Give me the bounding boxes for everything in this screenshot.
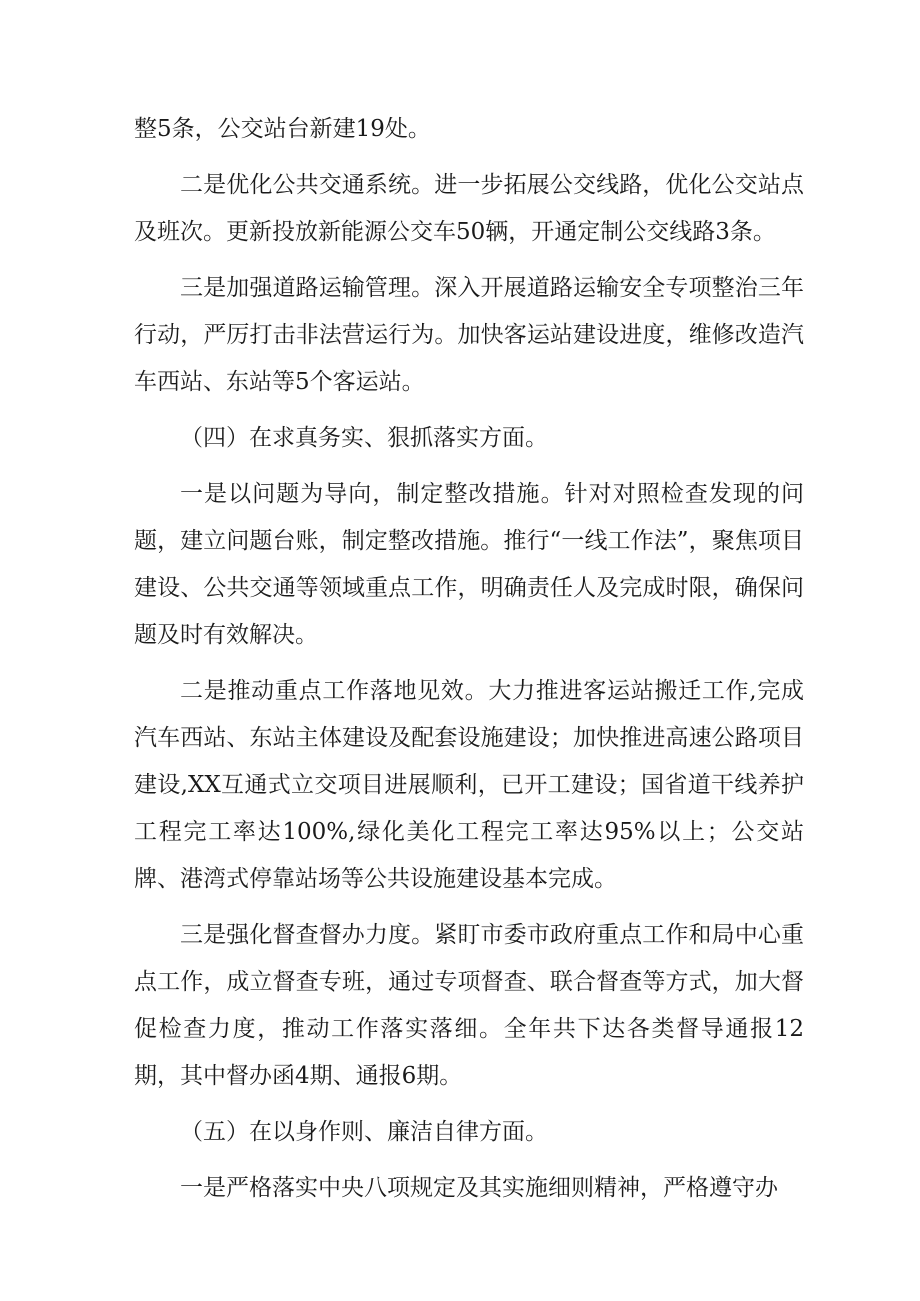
section-heading-five: （五）在以身作则、廉洁自律方面。 [180, 1119, 548, 1145]
paragraph-eight-rules: 一是严格落实中央八项规定及其实施细则精神，严格遵守办 [180, 1175, 778, 1201]
paragraph-problem-oriented: 一是以问题为导向，制定整改措施。针对对照检查发现的问题，建立问题台账，制定整改措施。推行“一线工作法”，聚焦项目建设、公共交通等领域重点工作，明确责任人及完成时限，确保问题及时有效解决。 [134, 481, 804, 648]
paragraph-continuation: 整5条，公交站台新建19处。 [134, 116, 431, 142]
paragraph-supervision: 三是强化督查督办力度。紧盯市委市政府重点工作和局中心重点工作，成立督查专班，通过专项督查、联合督查等方式，加大督促检查力度，推动工作落实落细。全年共下达各类督导通报12期，其中督办函4期、通报6期。 [134, 922, 804, 1089]
section-heading-four: （四）在求真务实、狠抓落实方面。 [180, 425, 548, 451]
paragraph-key-work: 二是推动重点工作落地见效。大力推进客运站搬迁工作,完成汽车西站、东站主体建设及配套设施建设；加快推进高速公路项目建设,XX互通式立交项目进展顺利，已开工建设；国省道干线养护工程完工率达100%,绿化美化工程完工率达95%以上；公交站牌、港湾式停靠站场等公共设施建设基本完成。 [134, 678, 804, 892]
paragraph-public-transport: 二是优化公共交通系统。进一步拓展公交线路，优化公交站点及班次。更新投放新能源公交车50辆，开通定制公交线路3条。 [134, 172, 804, 245]
paragraph-road-transport: 三是加强道路运输管理。深入开展道路运输安全专项整治三年行动，严厉打击非法营运行为。加快客运站建设进度，维修改造汽车西站、东站等5个客运站。 [134, 275, 804, 395]
